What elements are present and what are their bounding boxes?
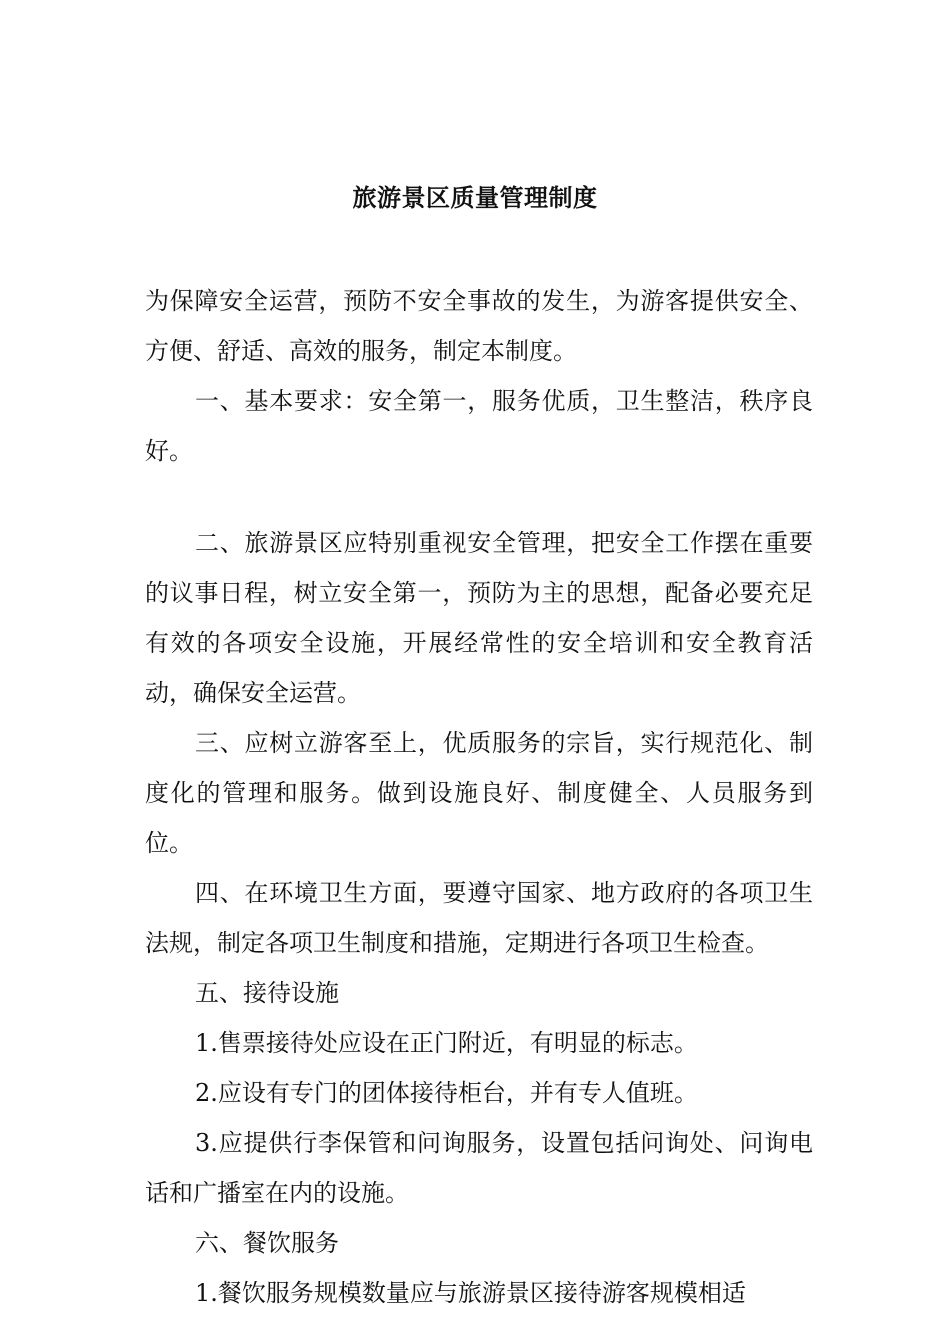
list-item-catering-scale: 1.餐饮服务规模数量应与旅游景区接待游客规模相适: [195, 1279, 746, 1307]
paragraph-service-principle: 三、应树立游客至上，优质服务的宗旨，实行规范化、制度化的管理和服务。做到设施良好、制度健全、人员服务到位。: [145, 729, 813, 857]
section-heading-reception: 五、接待设施: [195, 979, 339, 1007]
paragraph-environment-hygiene: 四、在环境卫生方面，要遵守国家、地方政府的各项卫生法规，制定各项卫生制度和措施，定期进行各项卫生检查。: [145, 879, 813, 957]
paragraph-basic-requirements: 一、基本要求：安全第一，服务优质，卫生整洁，秩序良好。: [145, 387, 813, 465]
list-item-luggage-inquiry: 3.应提供行李保管和问询服务，设置包括问询处、问询电话和广播室在内的设施。: [145, 1129, 813, 1207]
list-item-group-counter: 2.应设有专门的团体接待柜台，并有专人值班。: [195, 1079, 698, 1107]
section-heading-catering: 六、餐饮服务: [195, 1229, 339, 1257]
paragraph-gap: [145, 476, 813, 518]
document-title: 旅游景区质量管理制度: [352, 183, 598, 212]
list-item-ticket-office: 1.售票接待处应设在正门附近，有明显的标志。: [195, 1029, 698, 1057]
paragraph-intro: 为保障安全运营，预防不安全事故的发生，为游客提供安全、方便、舒适、高效的服务，制定本制度。: [145, 287, 813, 365]
document-body: [145, 276, 813, 1318]
paragraph-safety-management: 二、旅游景区应特别重视安全管理，把安全工作摆在重要的议事日程，树立安全第一，预防为主的思想，配备必要充足有效的各项安全设施，开展经常性的安全培训和安全教育活动，确保安全运营。: [145, 529, 813, 707]
